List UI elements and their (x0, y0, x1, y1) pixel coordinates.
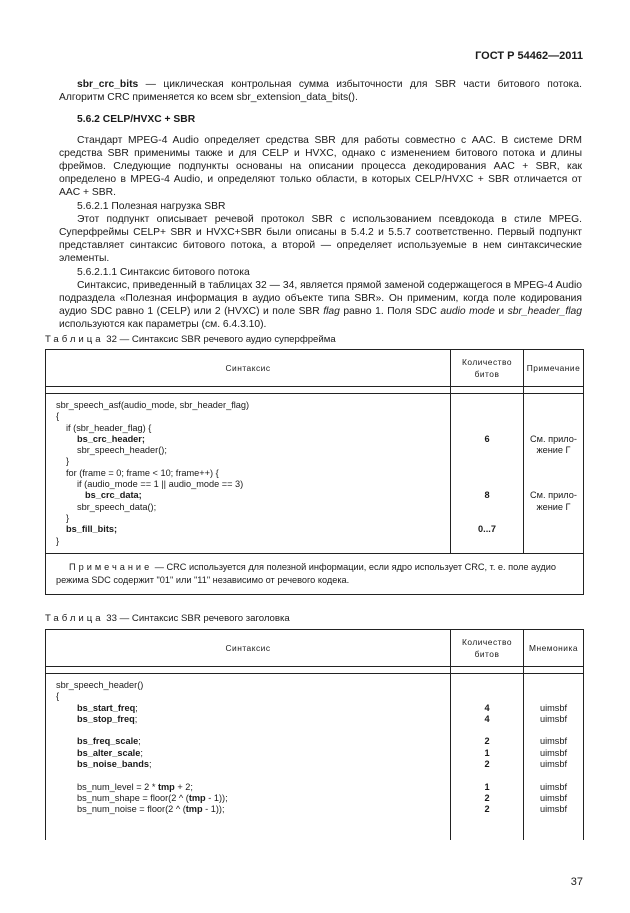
mnemonic (524, 770, 583, 781)
code-line (46, 759, 450, 770)
table-32-footnote (46, 553, 584, 594)
table-33-caption-prefix: Таблица (45, 613, 104, 624)
footnote-prefix: Примечание (69, 561, 153, 572)
mnemonic: uimsbf (539, 804, 568, 815)
table-32-header-note: Примечание (524, 350, 584, 387)
note-appendix: жение Г (536, 445, 571, 456)
code-keyword: bs_alter_scale (77, 747, 141, 758)
syntax-header-flag: sbr_header_flag (507, 306, 582, 318)
bit-count: 4 (484, 713, 490, 724)
mnemonic: uimsbf (539, 792, 568, 803)
code-line: sbr_speech_data(); (77, 501, 157, 512)
code-line: } (56, 535, 60, 546)
mnemonic: uimsbf (539, 713, 568, 724)
document-id-header: ГОСТ Р 54462—2011 (475, 50, 583, 62)
code-line (46, 793, 450, 804)
code-keyword: bs_start_freq (77, 702, 136, 713)
table-33-caption (45, 613, 290, 624)
code-line (46, 804, 450, 815)
paragraph-crc (59, 78, 582, 104)
term-sbr-crc-bits: sbr_crc_bits (77, 79, 139, 90)
code-keyword: bs_stop_freq (77, 713, 135, 724)
code-text: { (56, 691, 60, 702)
code-line (46, 725, 450, 736)
count-crc-data: 8 (484, 490, 490, 501)
code-text: bs_num_level = 2 * (77, 781, 158, 792)
code-text: ; (140, 747, 143, 758)
code-line (46, 714, 450, 725)
code-text: ; (134, 713, 138, 724)
table-33-syntax-cell (46, 674, 451, 841)
table-33-header-mnemonic: Мнемоника (524, 630, 584, 667)
code-line: if (sbr_header_flag) { (66, 422, 152, 433)
table-32-caption-text: 32 — Синтаксис SBR речевого аудио суперфрейма (103, 334, 336, 345)
code-text: + 2; (174, 781, 193, 792)
paragraph-syntax (59, 279, 582, 332)
code-line (46, 691, 450, 702)
syntax-flag: flag (323, 306, 340, 318)
mnemonic: uimsbf (539, 736, 568, 747)
table-32-count-cell (451, 394, 524, 554)
table-33-header-count: Количество битов (451, 630, 524, 667)
bit-count: 2 (484, 792, 490, 803)
mnemonic: uimsbf (539, 702, 568, 713)
code-line (46, 748, 450, 759)
code-line: for (frame = 0; frame < 10; frame++) { (66, 467, 219, 478)
heading-5-6-2: 5.6.2 CELP/HVXC + SBR (77, 114, 196, 126)
table-32-note-cell (524, 394, 584, 554)
code-keyword: tmp (185, 804, 203, 815)
mnemonic: uimsbf (539, 781, 568, 792)
code-line: bs_crc_data; (85, 490, 142, 501)
code-text: - 1)); (202, 804, 225, 815)
note-appendix: жение Г (536, 501, 571, 512)
paragraph-payload: Этот подпункт описывает речевой протокол SBR с использованием псевдокода в стиле MPEG. Суперфреймы CELP+ SBR и HVXC+SBR были описаны в 5.4.2 и 5.5.7 соответственно. Первый подпункт представляет синтаксис битового потока, а второй — определяет используемые в нем синтаксические элементы. (59, 213, 582, 265)
body-text (59, 78, 582, 332)
bit-count: 2 (484, 804, 490, 815)
syntax-audio-mode: audio mode (440, 306, 495, 318)
code-keyword: tmp (157, 781, 175, 792)
table-33-caption-text: 33 — Синтаксис SBR речевого заголовка (103, 613, 290, 624)
syntax-text-c: и (494, 306, 508, 318)
table-33-header-syntax: Синтаксис (46, 630, 451, 667)
mnemonic (524, 680, 583, 691)
mnemonic (524, 725, 583, 736)
code-line: sbr_speech_asf(audio_mode, sbr_header_flag) (56, 400, 250, 410)
bit-count: 1 (484, 747, 490, 758)
table-32-caption-prefix: Таблица (45, 334, 104, 345)
footnote-text: — CRC используется для полезной информации, если ядро использует CRC, т. е. поле аудио режима SDC содержит "01" или "11" независимо от речевого кодека. (56, 561, 556, 585)
count-crc-header: 6 (484, 433, 490, 444)
code-line (46, 680, 450, 691)
mnemonic: uimsbf (539, 759, 568, 770)
table-33-mnemonic-cell (524, 674, 584, 841)
code-keyword: bs_freq_scale (77, 736, 139, 747)
code-keyword: tmp (188, 792, 206, 803)
paragraph-crc-text: — циклическая контрольная сумма избыточности для SBR части битового потока. Алгоритм CRC применяется ко всем sbr_extension_data_bits(). (59, 79, 582, 104)
code-text: ; (149, 759, 152, 770)
table-32-caption (45, 334, 336, 345)
heading-5-6-2-1: 5.6.2.1 Полезная нагрузка SBR (77, 200, 226, 212)
code-text: sbr_speech_header() (56, 680, 144, 690)
code-text: bs_num_noise = floor(2 ^ ( (77, 804, 186, 815)
code-line: { (56, 411, 60, 422)
table-33 (45, 629, 584, 840)
code-line (46, 736, 450, 747)
code-line: } (66, 512, 70, 523)
code-line: bs_crc_header; (77, 433, 145, 444)
mnemonic: uimsbf (539, 747, 568, 758)
mnemonic (524, 691, 583, 702)
code-line: } (66, 456, 70, 467)
table-32 (45, 349, 584, 595)
code-line: bs_fill_bits; (66, 524, 118, 535)
paragraph-celp-hvxc: Стандарт MPEG-4 Audio определяет средства SBR для работы совместно с AAC. В системе DRM средства SBR применимы также и для CELP и HVXC, однако с изменением битового потока и длины фреймов. Следующие подпункты основаны на описании процесса декодирования AAC + SBR, как определено в MPEG-4 Audio, и определяют только области, в которых CELP/HVXC + SBR отличается от AAC + SBR. (59, 134, 582, 199)
heading-5-6-2-1-1: 5.6.2.1.1 Синтаксис битового потока (77, 266, 250, 278)
code-line (46, 703, 450, 714)
bit-count: 4 (484, 702, 490, 713)
code-text: bs_num_shape = floor(2 ^ ( (77, 792, 189, 803)
bit-count: 2 (484, 759, 490, 770)
bit-count (451, 691, 523, 702)
page-number: 37 (570, 876, 583, 888)
table-32-header-count: Количество битов (451, 350, 524, 387)
code-keyword: bs_noise_bands (77, 759, 149, 770)
code-text: - 1)); (205, 792, 228, 803)
bit-count (451, 680, 523, 691)
note-appendix: См. прило- (530, 433, 577, 444)
code-line: if (audio_mode == 1 || audio_mode == 3) (77, 479, 244, 490)
syntax-text-b: равно 1. Поля SDC (339, 306, 441, 318)
table-32-syntax-cell (46, 394, 451, 554)
code-text: ; (138, 736, 141, 747)
code-line (46, 782, 450, 793)
table-33-count-cell (451, 674, 524, 841)
code-line (46, 770, 450, 781)
count-fill-bits: 0...7 (478, 524, 496, 535)
code-text: ; (135, 702, 138, 713)
code-line: sbr_speech_header(); (77, 445, 167, 456)
syntax-text-a: Синтаксис, приведенный в таблицах 32 — 34, является прямой заменой содержащегося в MPEG-4 Audio подраздела «Полезная информация в аудио объекте типа SBR». Он применим, когда поле кодирования аудио SDC равно 1 (CELP) или 2 (HVXC) и поле SBR (59, 279, 582, 318)
bit-count: 1 (484, 781, 490, 792)
note-appendix: См. прило- (530, 490, 577, 501)
syntax-text-d: используются как параметры (см. 6.4.3.10). (59, 319, 267, 331)
bit-count (451, 725, 523, 736)
bit-count: 2 (484, 736, 490, 747)
table-32-header-syntax: Синтаксис (46, 350, 451, 387)
bit-count (451, 770, 523, 781)
